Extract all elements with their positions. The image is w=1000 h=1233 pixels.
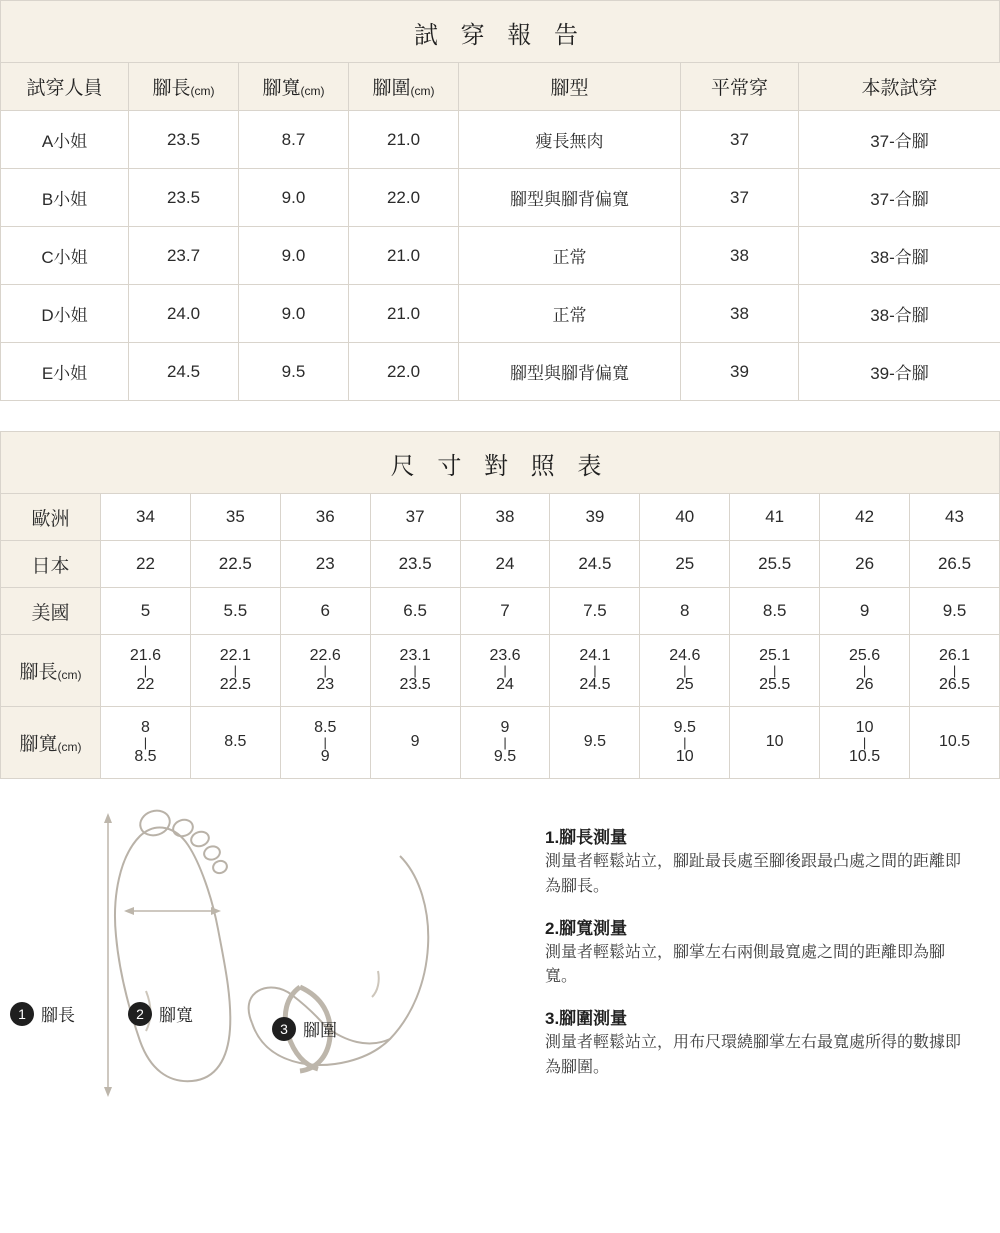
cell: 9 bbox=[820, 588, 910, 635]
cell: 37-合腳 bbox=[799, 169, 1000, 227]
column-header: 腳長(cm) bbox=[129, 63, 239, 111]
cell: 21.0 bbox=[349, 111, 459, 169]
cell: 8 bbox=[640, 588, 730, 635]
cell: B小姐 bbox=[1, 169, 129, 227]
cell: 9.0 bbox=[239, 227, 349, 285]
row-header: 美國 bbox=[1, 588, 101, 635]
note-body: 測量者輕鬆站立，腳掌左右兩側最寬處之間的距離即為腳寬。 bbox=[545, 943, 946, 986]
cell: 腳型與腳背偏寬 bbox=[459, 343, 681, 401]
cell: 26 bbox=[820, 541, 910, 588]
cell: 10 | 10.5 bbox=[820, 707, 910, 779]
cell: 24.1 | 24.5 bbox=[550, 635, 640, 707]
cell: 23 bbox=[280, 541, 370, 588]
note-title: 3.腳圍測量 bbox=[545, 1009, 628, 1029]
cell: 22.6 | 23 bbox=[280, 635, 370, 707]
foot-measurement-illustration bbox=[0, 801, 545, 1131]
range-dash: | bbox=[323, 735, 327, 750]
cell: 正常 bbox=[459, 227, 681, 285]
cell: 38-合腳 bbox=[799, 285, 1000, 343]
cell: 39 bbox=[681, 343, 799, 401]
range-dash: | bbox=[862, 735, 867, 750]
cell: 26.1 | 26.5 bbox=[910, 635, 1000, 707]
cell: 24.5 bbox=[550, 541, 640, 588]
badge-label: 腳長 bbox=[41, 1006, 75, 1025]
toe-2 bbox=[171, 817, 195, 838]
badge-number: 2 bbox=[128, 1002, 152, 1026]
table-row bbox=[1, 285, 1000, 343]
range-dash: | bbox=[952, 663, 957, 678]
table-row bbox=[1, 169, 1000, 227]
cell: 39-合腳 bbox=[799, 343, 1000, 401]
cell: 23.7 bbox=[129, 227, 239, 285]
cell: 22.0 bbox=[349, 169, 459, 227]
ankle-line bbox=[372, 971, 379, 997]
size-chart-title: 尺 寸 對 照 表 bbox=[0, 431, 1000, 493]
width-arrow-head-left bbox=[124, 907, 134, 915]
cell: 9.0 bbox=[239, 169, 349, 227]
cell: 39 bbox=[550, 494, 640, 541]
cell: 23.5 bbox=[129, 111, 239, 169]
range-dash: | bbox=[862, 663, 867, 678]
cell: 21.6 | 22 bbox=[101, 635, 191, 707]
cell: 5.5 bbox=[190, 588, 280, 635]
column-header: 腳圍(cm) bbox=[349, 63, 459, 111]
cell: C小姐 bbox=[1, 227, 129, 285]
cell: 9.5 bbox=[239, 343, 349, 401]
cell: 24.5 bbox=[129, 343, 239, 401]
cell: 8.5 | 9 bbox=[280, 707, 370, 779]
range-dash: | bbox=[143, 663, 148, 678]
cell: 23.6 | 24 bbox=[460, 635, 550, 707]
cell: 9.5 bbox=[550, 707, 640, 779]
cell: 10 bbox=[730, 707, 820, 779]
cell: 8 | 8.5 bbox=[101, 707, 191, 779]
cell: 26.5 bbox=[910, 541, 1000, 588]
badge-foot-length bbox=[10, 1001, 75, 1026]
cell: 9.5 | 10 bbox=[640, 707, 730, 779]
cell: 7.5 bbox=[550, 588, 640, 635]
table-row-eu bbox=[1, 494, 1000, 541]
column-header: 腳寬(cm) bbox=[239, 63, 349, 111]
range-dash: | bbox=[233, 663, 238, 678]
range-dash: | bbox=[503, 663, 507, 678]
length-arrow-head-top bbox=[104, 813, 112, 823]
badge-number: 1 bbox=[10, 1002, 34, 1026]
column-header: 試穿人員 bbox=[1, 63, 129, 111]
cell: 正常 bbox=[459, 285, 681, 343]
column-header: 本款試穿 bbox=[799, 63, 1000, 111]
cell: 25.1 | 25.5 bbox=[730, 635, 820, 707]
row-header: 日本 bbox=[1, 541, 101, 588]
cell: 38 bbox=[460, 494, 550, 541]
cell: 38 bbox=[681, 227, 799, 285]
cell: 38 bbox=[681, 285, 799, 343]
cell: D小姐 bbox=[1, 285, 129, 343]
cell: 10.5 bbox=[910, 707, 1000, 779]
cell: 22.1 | 22.5 bbox=[190, 635, 280, 707]
cell: 24 bbox=[460, 541, 550, 588]
note-title: 1.腳長測量 bbox=[545, 828, 628, 847]
cell: 9 | 9.5 bbox=[460, 707, 550, 779]
cell: 37 bbox=[681, 169, 799, 227]
cell: 9 bbox=[370, 707, 460, 779]
cell: 22.5 bbox=[190, 541, 280, 588]
badge-label: 腳圍 bbox=[303, 1021, 337, 1040]
table-row-us bbox=[1, 588, 1000, 635]
cell: 6.5 bbox=[370, 588, 460, 635]
cell: 8.7 bbox=[239, 111, 349, 169]
cell: 23.5 bbox=[370, 541, 460, 588]
table-row bbox=[1, 111, 1000, 169]
try-on-report-table bbox=[0, 62, 1000, 401]
cell: 36 bbox=[280, 494, 370, 541]
width-arrow-head-right bbox=[211, 907, 221, 915]
note-title: 2.腳寬測量 bbox=[545, 918, 628, 938]
cell: 21.0 bbox=[349, 285, 459, 343]
cell: 25.6 | 26 bbox=[820, 635, 910, 707]
cell: 24.0 bbox=[129, 285, 239, 343]
toe-4 bbox=[202, 844, 221, 861]
section-divider bbox=[0, 401, 1000, 431]
range-dash: | bbox=[143, 735, 148, 750]
badge-label: 腳寬 bbox=[159, 1006, 193, 1025]
cell: 34 bbox=[101, 494, 191, 541]
cell: 38-合腳 bbox=[799, 227, 1000, 285]
cell: 22 bbox=[101, 541, 191, 588]
table-row-foot-length bbox=[1, 635, 1000, 707]
row-header: 歐洲 bbox=[1, 494, 101, 541]
measurement-guide-section bbox=[0, 801, 1000, 1151]
cell: 21.0 bbox=[349, 227, 459, 285]
cell: 9.5 bbox=[910, 588, 1000, 635]
cell: 5 bbox=[101, 588, 191, 635]
measurement-notes bbox=[545, 801, 1000, 1131]
cell: E小姐 bbox=[1, 343, 129, 401]
foot-diagram-svg bbox=[0, 801, 545, 1131]
cell: 43 bbox=[910, 494, 1000, 541]
badge-foot-girth bbox=[272, 1016, 337, 1041]
table-row-jp bbox=[1, 541, 1000, 588]
range-dash: | bbox=[593, 663, 597, 678]
range-dash: | bbox=[683, 663, 687, 678]
badge-foot-width bbox=[128, 1001, 193, 1026]
cell: 瘦長無肉 bbox=[459, 111, 681, 169]
cell: 6 bbox=[280, 588, 370, 635]
cell: 9.0 bbox=[239, 285, 349, 343]
cell: 42 bbox=[820, 494, 910, 541]
toe-3 bbox=[189, 830, 210, 849]
cell: 40 bbox=[640, 494, 730, 541]
cell: 24.6 | 25 bbox=[640, 635, 730, 707]
row-header: 腳寬(cm) bbox=[1, 707, 101, 779]
length-arrow-head-bottom bbox=[104, 1087, 112, 1097]
range-dash: | bbox=[503, 735, 507, 750]
cell: 7 bbox=[460, 588, 550, 635]
table-row bbox=[1, 227, 1000, 285]
note-body: 測量者輕鬆站立，用布尺環繞腳掌左右最寬處所得的數據即為腳圍。 bbox=[545, 1034, 962, 1076]
table-header-row bbox=[1, 63, 1000, 111]
cell: 23.1 | 23.5 bbox=[370, 635, 460, 707]
range-dash: | bbox=[323, 663, 327, 678]
cell: 35 bbox=[190, 494, 280, 541]
range-dash: | bbox=[683, 735, 687, 750]
note-body: 測量者輕鬆站立，腳趾最長處至腳後跟最凸處之間的距離即為腳長。 bbox=[545, 853, 962, 895]
try-on-report-title: 試 穿 報 告 bbox=[0, 0, 1000, 62]
try-on-report-table-wrap bbox=[0, 62, 1000, 401]
column-header: 平常穿 bbox=[681, 63, 799, 111]
cell: 37 bbox=[681, 111, 799, 169]
badge-number: 3 bbox=[272, 1017, 296, 1041]
range-dash: | bbox=[772, 663, 777, 678]
table-row-foot-width bbox=[1, 707, 1000, 779]
cell: 25 bbox=[640, 541, 730, 588]
range-dash: | bbox=[413, 663, 417, 678]
size-chart-table bbox=[0, 493, 1000, 779]
row-header: 腳長(cm) bbox=[1, 635, 101, 707]
table-row bbox=[1, 343, 1000, 401]
toe-5 bbox=[211, 859, 228, 875]
cell: 8.5 bbox=[190, 707, 280, 779]
cell: A小姐 bbox=[1, 111, 129, 169]
cell: 22.0 bbox=[349, 343, 459, 401]
cell: 41 bbox=[730, 494, 820, 541]
cell: 23.5 bbox=[129, 169, 239, 227]
cell: 37-合腳 bbox=[799, 111, 1000, 169]
cell: 腳型與腳背偏寬 bbox=[459, 169, 681, 227]
column-header: 腳型 bbox=[459, 63, 681, 111]
cell: 37 bbox=[370, 494, 460, 541]
cell: 8.5 bbox=[730, 588, 820, 635]
cell: 25.5 bbox=[730, 541, 820, 588]
